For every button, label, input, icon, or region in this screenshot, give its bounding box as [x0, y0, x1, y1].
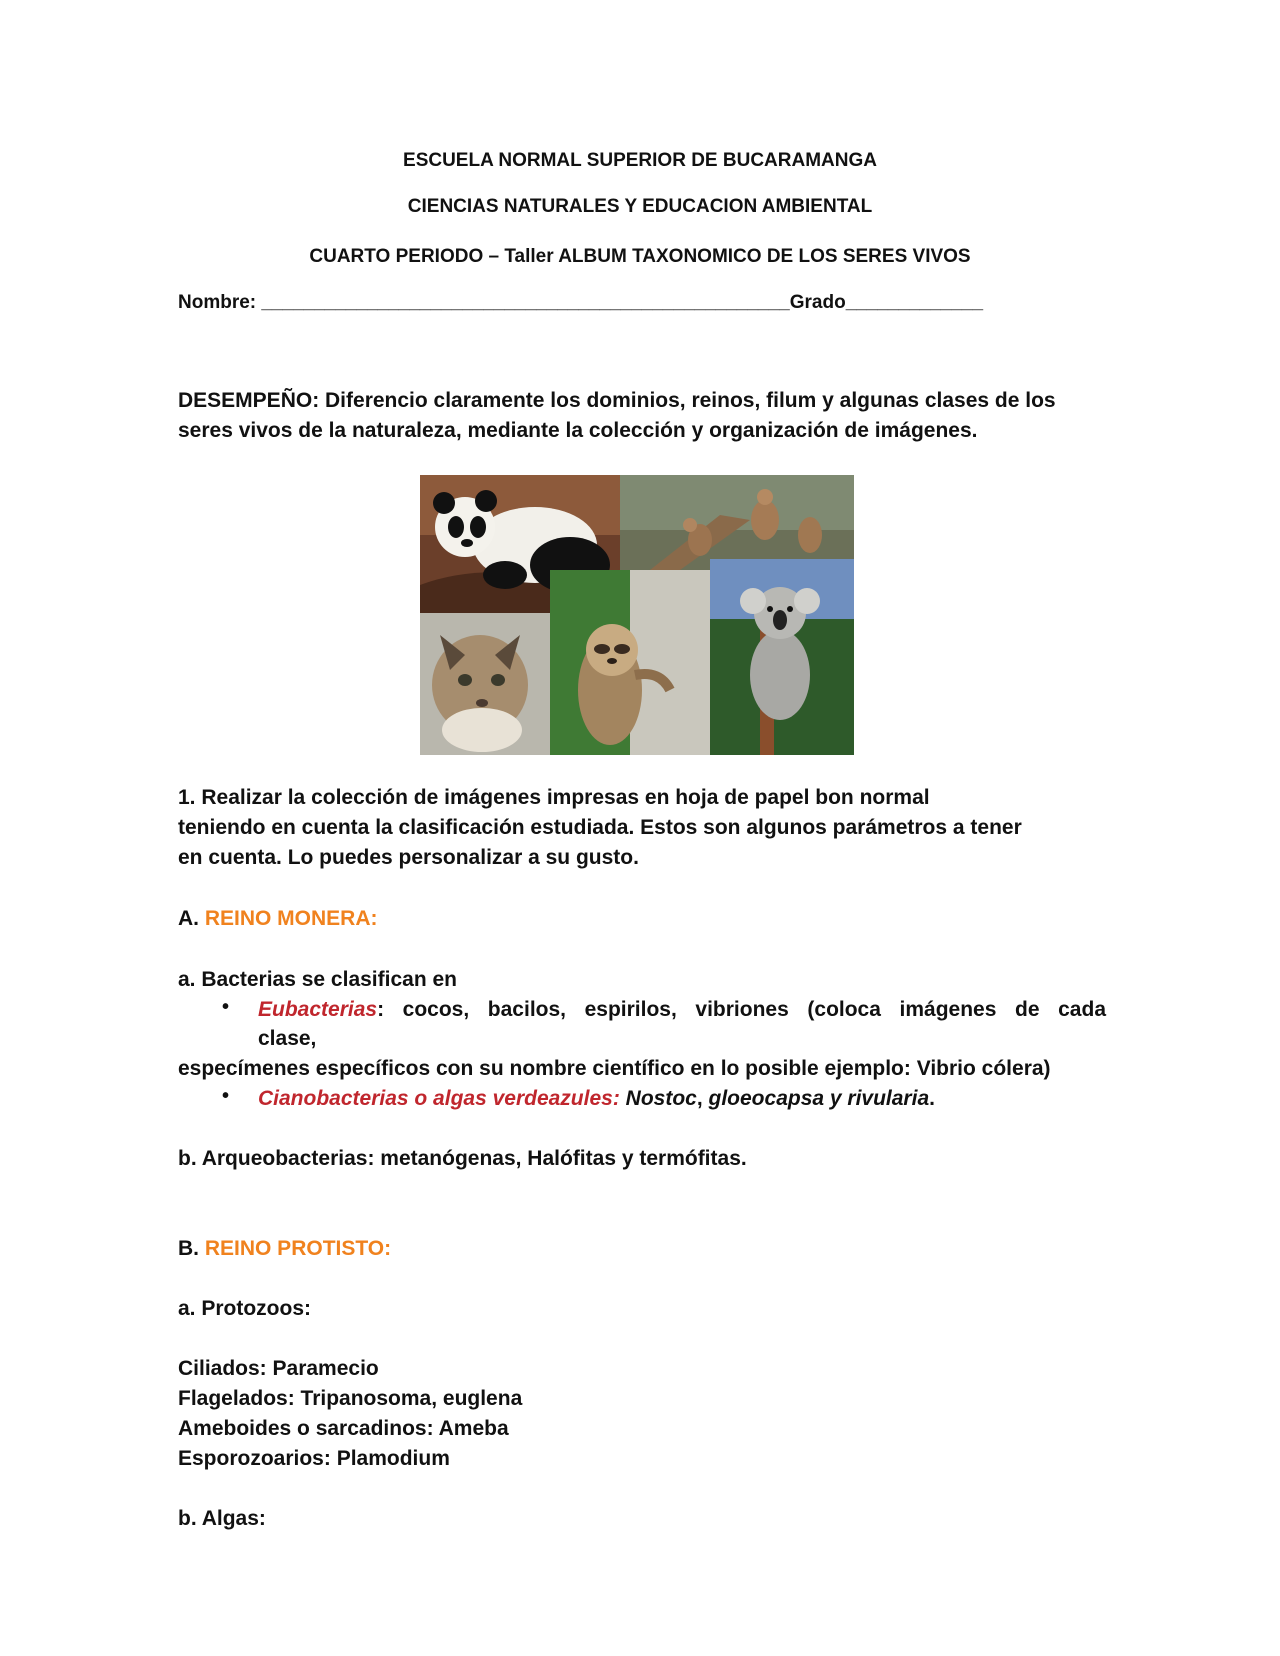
desempeno-line-2: seres vivos de la naturaleza, mediante la colección y organización de imágenes.	[178, 419, 978, 442]
protozoo-item: Ameboides o sarcadinos: Ameba	[178, 1417, 509, 1440]
protozoo-item: Ciliados: Paramecio	[178, 1357, 379, 1380]
sloth-photo	[550, 570, 710, 755]
desempeno-line-1: DESEMPEÑO: Diferencio claramente los dominios, reinos, filum y algunas clases de los	[178, 389, 1056, 412]
protozoo-item: Flagelados: Tripanosoma, euglena	[178, 1387, 523, 1410]
reino-monera-title: REINO MONERA:	[204, 907, 378, 930]
period-title: CUARTO PERIODO – Taller ALBUM TAXONOMICO DE LOS SERES VIVOS	[309, 246, 971, 267]
instruction-line-1: 1. Realizar la colección de imágenes impresas en hoja de papel bon normal	[178, 786, 930, 809]
section-b-prefix: B.	[178, 1237, 205, 1260]
koala-photo	[710, 559, 854, 755]
bacterias-line: a. Bacterias se clasifican en	[178, 968, 457, 991]
comma-text: ,	[696, 1087, 709, 1110]
nostoc-text: Nostoc	[619, 1087, 697, 1110]
lynx-photo	[420, 613, 550, 755]
reino-protisto-title: REINO PROTISTO:	[204, 1237, 392, 1260]
monkeys-photo	[620, 475, 854, 570]
section-a-heading	[178, 907, 1108, 931]
eubacterias-text: : cocos, bacilos, espirilos, vibriones (coloca imágenes de cada	[377, 998, 1106, 1021]
eubacterias-continuation: clase,	[258, 1027, 317, 1050]
name-grade-line: Nombre: __________________________________________________Grado_____________	[178, 292, 984, 313]
protozoos-line: a. Protozoos:	[178, 1297, 312, 1320]
section-b-heading	[178, 1237, 1108, 1261]
instruction-line-2: teniendo en cuenta la clasificación estudiada. Estos son algunos parámetros a tener	[178, 816, 1022, 839]
animal-collage-image	[420, 475, 854, 755]
bullet-icon: •	[222, 996, 230, 1018]
eubacterias-item	[258, 998, 1106, 1022]
bullet-icon: •	[222, 1085, 230, 1107]
section-a-prefix: A.	[178, 907, 205, 930]
cianobacterias-item	[258, 1087, 1188, 1111]
school-title: ESCUELA NORMAL SUPERIOR DE BUCARAMANGA	[403, 150, 877, 171]
instruction-line-3: en cuenta. Lo puedes personalizar a su gusto.	[178, 846, 639, 869]
algas-line: b. Algas:	[178, 1507, 266, 1530]
cianobacterias-rest: gloeocapsa y rivularia	[708, 1087, 930, 1110]
eubacterias-term: Eubacterias	[258, 998, 378, 1021]
especimenes-line: especímenes específicos con su nombre científico en lo posible ejemplo: Vibrio cólera)	[178, 1057, 1051, 1080]
period-text: .	[929, 1087, 935, 1110]
cianobacterias-term: Cianobacterias o algas verdeazules:	[258, 1087, 620, 1110]
subject-title: CIENCIAS NATURALES Y EDUCACION AMBIENTAL	[407, 196, 873, 217]
protozoo-item: Esporozoarios: Plamodium	[178, 1447, 450, 1470]
arqueobacterias-line: b. Arqueobacterias: metanógenas, Halófitas y termófitas.	[178, 1147, 747, 1170]
